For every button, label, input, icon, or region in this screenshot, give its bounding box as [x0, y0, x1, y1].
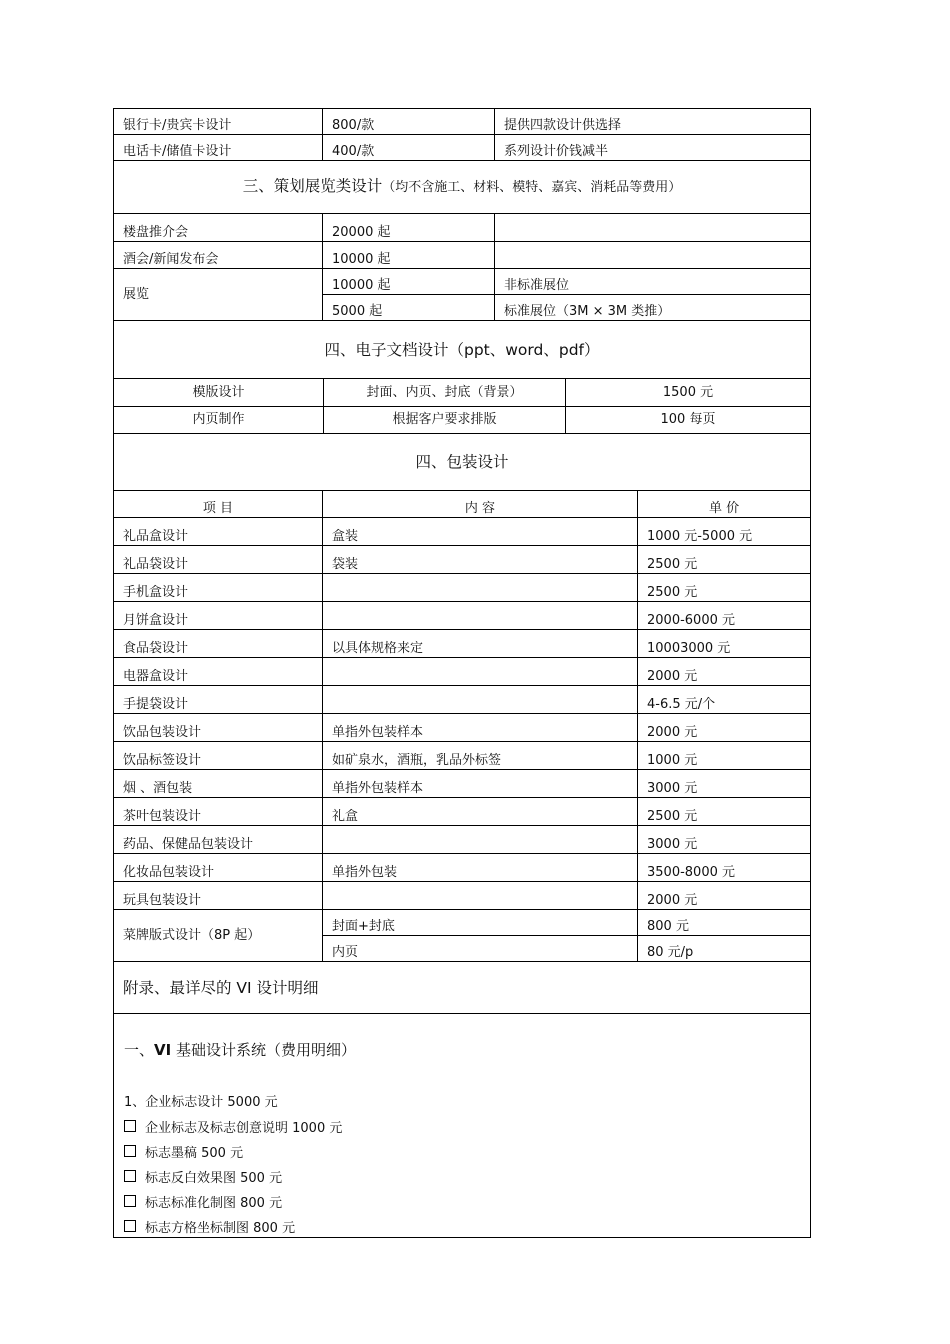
- price-cell: 1500 元: [566, 379, 811, 407]
- item-cell: 烟 、酒包装: [114, 770, 323, 798]
- item-cell: 茶叶包装设计: [114, 798, 323, 826]
- vi-details-row: [114, 1014, 811, 1238]
- price-cell: 400/款: [323, 135, 495, 161]
- price-cell: 2000 元: [638, 658, 811, 686]
- content-cell: [323, 658, 638, 686]
- content-cell: 封面+封底: [323, 910, 638, 936]
- content-cell: 单指外包装样本: [323, 770, 638, 798]
- section-heading: [114, 161, 811, 214]
- section-heading: 四、包装设计: [114, 434, 811, 491]
- table-row: [114, 910, 811, 936]
- content-cell: 内页: [323, 936, 638, 962]
- item-cell: 手机盒设计: [114, 574, 323, 602]
- price-cell: 800 元: [638, 910, 811, 936]
- table-row: [114, 407, 811, 434]
- section-note: （均不含施工、材料、模特、嘉宾、消耗品等费用）: [382, 180, 682, 195]
- content-cell: 盒装: [323, 518, 638, 546]
- table-row: [114, 742, 811, 770]
- price-cell: 80 元/p: [638, 936, 811, 962]
- table-row: [114, 518, 811, 546]
- vi-section-title: [124, 1042, 356, 1058]
- column-header-item: 项 目: [114, 491, 323, 518]
- price-cell: 2500 元: [638, 574, 811, 602]
- vi-item-main: 1、企业标志设计 5000 元: [124, 1095, 278, 1110]
- note-cell: [495, 242, 811, 269]
- note-cell: [495, 214, 811, 242]
- price-cell: 20000 起: [323, 214, 495, 242]
- price-cell: 100 每页: [566, 407, 811, 434]
- price-cell: 4-6.5 元/个: [638, 686, 811, 714]
- checkbox-icon[interactable]: [124, 1170, 136, 1182]
- price-cell: 2500 元: [638, 546, 811, 574]
- table-row: [114, 882, 811, 910]
- checklist-label: 企业标志及标志创意说明 1000 元: [145, 1121, 343, 1136]
- content-cell: 封面、内页、封底（背景）: [324, 379, 566, 407]
- price-cell: 5000 起: [323, 295, 495, 321]
- table-header-row: [114, 491, 811, 518]
- item-cell: 礼品盒设计: [114, 518, 323, 546]
- vi-title-prefix: 一、: [124, 1041, 155, 1059]
- item-cell: 酒会/新闻发布会: [114, 242, 323, 269]
- content-cell: [323, 602, 638, 630]
- table-row: [114, 826, 811, 854]
- document-page: [113, 108, 810, 1238]
- checklist-label: 标志标准化制图 800 元: [145, 1196, 283, 1211]
- price-cell: 3500-8000 元: [638, 854, 811, 882]
- table-row: [114, 658, 811, 686]
- item-cell: 银行卡/贵宾卡设计: [114, 109, 323, 135]
- table-row: [114, 630, 811, 658]
- table-row: [114, 546, 811, 574]
- appendix-heading: 附录、最详尽的 VI 设计明细: [114, 962, 811, 1014]
- price-cell: 2000 元: [638, 714, 811, 742]
- checkbox-icon[interactable]: [124, 1145, 136, 1157]
- price-cell: 10003000 元: [638, 630, 811, 658]
- price-cell: 2000 元: [638, 882, 811, 910]
- column-header-price: 单 价: [638, 491, 811, 518]
- item-cell: 展览: [114, 269, 323, 321]
- table-row: [114, 686, 811, 714]
- price-cell: 3000 元: [638, 770, 811, 798]
- content-cell: 以具体规格来定: [323, 630, 638, 658]
- item-cell: 菜牌版式设计（8P 起）: [114, 910, 323, 962]
- item-cell: 电话卡/储值卡设计: [114, 135, 323, 161]
- price-cell: 10000 起: [323, 269, 495, 295]
- item-cell: 饮品标签设计: [114, 742, 323, 770]
- checkbox-icon[interactable]: [124, 1120, 136, 1132]
- table-row: [114, 574, 811, 602]
- section-title: 三、策划展览类设计: [242, 177, 383, 195]
- vi-details: [114, 1014, 810, 1237]
- checkbox-icon[interactable]: [124, 1220, 136, 1232]
- content-cell: 如矿泉水，酒瓶，乳品外标签: [323, 742, 638, 770]
- note-cell: 标准展位（3M × 3M 类推）: [495, 295, 811, 321]
- price-cell: 10000 起: [323, 242, 495, 269]
- section-heading-row: [114, 161, 811, 214]
- table-row: [114, 714, 811, 742]
- section-heading: 四、电子文档设计（ppt、word、pdf）: [114, 321, 811, 379]
- checklist-item[interactable]: [124, 1220, 295, 1237]
- vi-details-cell: [114, 1014, 811, 1238]
- table-row: [114, 109, 811, 135]
- content-cell: 单指外包装: [323, 854, 638, 882]
- section-heading-row: [114, 434, 811, 491]
- table-row: [114, 269, 811, 295]
- table-row: [114, 770, 811, 798]
- checklist-label: 标志反白效果图 500 元: [145, 1171, 283, 1186]
- appendix-row: [114, 962, 811, 1014]
- item-cell: 电器盒设计: [114, 658, 323, 686]
- item-cell: 楼盘推介会: [114, 214, 323, 242]
- checklist-item[interactable]: [124, 1170, 282, 1187]
- checkbox-icon[interactable]: [124, 1195, 136, 1207]
- content-cell: 袋装: [323, 546, 638, 574]
- vi-title-bold: VI: [154, 1041, 172, 1059]
- packaging-rows: [114, 518, 811, 910]
- checklist-label: 标志墨稿 500 元: [145, 1146, 244, 1161]
- price-cell: 800/款: [323, 109, 495, 135]
- checklist-label: 标志方格坐标制图 800 元: [145, 1221, 296, 1236]
- price-cell: 1000 元: [638, 742, 811, 770]
- table-row: [114, 602, 811, 630]
- item-cell: 礼品袋设计: [114, 546, 323, 574]
- note-cell: 系列设计价钱减半: [495, 135, 811, 161]
- pricing-table-design: [113, 108, 811, 379]
- note-cell: 非标准展位: [495, 269, 811, 295]
- item-cell: 药品、保健品包装设计: [114, 826, 323, 854]
- content-cell: 单指外包装样本: [323, 714, 638, 742]
- item-cell: 模版设计: [114, 379, 324, 407]
- section-heading-row: [114, 321, 811, 379]
- item-cell: 食品袋设计: [114, 630, 323, 658]
- item-cell: 化妆品包装设计: [114, 854, 323, 882]
- item-cell: 玩具包装设计: [114, 882, 323, 910]
- content-cell: [323, 574, 638, 602]
- pricing-table-packaging: [113, 433, 811, 1238]
- content-cell: [323, 882, 638, 910]
- table-row: [114, 379, 811, 407]
- table-row: [114, 214, 811, 242]
- price-cell: 2500 元: [638, 798, 811, 826]
- item-cell: 内页制作: [114, 407, 324, 434]
- content-cell: [323, 686, 638, 714]
- table-row: [114, 798, 811, 826]
- price-cell: 3000 元: [638, 826, 811, 854]
- table-row: [114, 854, 811, 882]
- table-row: [114, 242, 811, 269]
- checklist-item[interactable]: [124, 1195, 282, 1212]
- content-cell: [323, 826, 638, 854]
- item-cell: 手提袋设计: [114, 686, 323, 714]
- content-cell: 礼盒: [323, 798, 638, 826]
- checklist-item[interactable]: [124, 1145, 243, 1162]
- item-cell: 饮品包装设计: [114, 714, 323, 742]
- table-row: [114, 135, 811, 161]
- vi-title-rest: 基础设计系统（费用明细）: [171, 1041, 356, 1059]
- pricing-table-edoc: [113, 378, 811, 434]
- column-header-content: 内 容: [323, 491, 638, 518]
- item-cell: 月饼盒设计: [114, 602, 323, 630]
- checklist-item[interactable]: [124, 1120, 342, 1137]
- price-cell: 1000 元-5000 元: [638, 518, 811, 546]
- content-cell: 根据客户要求排版: [324, 407, 566, 434]
- note-cell: 提供四款设计供选择: [495, 109, 811, 135]
- price-cell: 2000-6000 元: [638, 602, 811, 630]
